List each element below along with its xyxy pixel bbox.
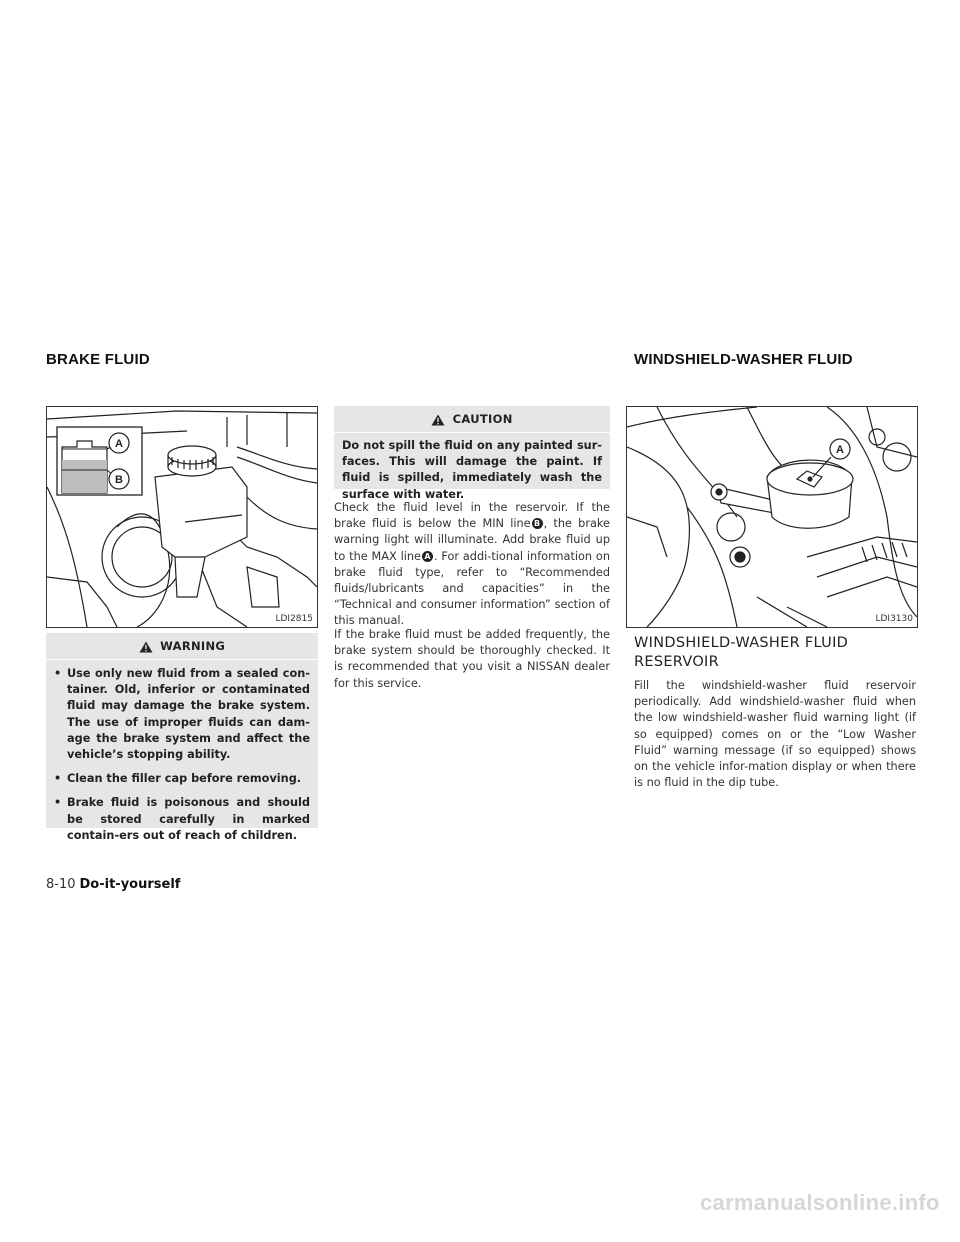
caution-text: Do not spill the fluid on any painted sur-faces. This will damage the paint. If fluid is spilled, immediately wash the surface with water. xyxy=(342,439,602,501)
paragraph-text: . For addi-tional information on brake fluid type, refer to “Recommended fluids/lubricants and capacities” in the “Technical and consumer information” section of this manual. xyxy=(334,549,610,628)
callout-a-label: A xyxy=(836,444,844,456)
callout-a-marker: A xyxy=(422,551,433,562)
section-name: Do-it-yourself xyxy=(79,877,181,892)
figure-code: LDI2815 xyxy=(275,614,313,624)
warning-item: • Brake fluid is poisonous and should be stored carefully in marked contain-ers out of reach of children. xyxy=(54,795,310,844)
caution-icon xyxy=(431,414,445,426)
brake-reservoir-illustration xyxy=(46,406,318,628)
warning-header xyxy=(46,633,318,660)
caution-header xyxy=(334,406,610,433)
callout-a-label: A xyxy=(115,438,123,450)
page-footer xyxy=(46,877,180,892)
brake-reservoir-drawing xyxy=(47,407,317,627)
warning-list xyxy=(46,660,318,860)
warning-item: • Clean the filler cap before removing. xyxy=(54,771,310,787)
warning-box xyxy=(46,633,318,842)
paragraph-text: , the brake warning light will illuminate. Add brake fluid up to the MAX line xyxy=(334,517,610,563)
windshield-washer-fluid-heading: WINDSHIELD-WASHER FLUID xyxy=(634,351,853,368)
warning-item: • Use only new fluid from a sealed con-tainer. Old, inferior or contaminated fluid may damage the brake system. The use of improper fluids can dam-age the brake system and affect the vehicle’s stopping ability. xyxy=(54,666,310,763)
warning-title: WARNING xyxy=(160,639,226,653)
watermark: carmanualsonline.info xyxy=(700,1190,940,1215)
washer-reservoir-drawing xyxy=(627,407,917,627)
washer-reservoir-illustration xyxy=(626,406,918,628)
page-number: 8-10 xyxy=(46,877,76,892)
callout-b-label: B xyxy=(115,474,123,486)
washer-reservoir-subheading: WINDSHIELD-WASHER FLUID RESERVOIR xyxy=(634,635,849,670)
caution-box xyxy=(334,406,610,501)
caution-title: CAUTION xyxy=(452,412,513,426)
washer-reservoir-paragraph: Fill the windshield-washer fluid reservoir periodically. Add windshield-washer fluid when the low windshield-washer fluid warning light (if so equipped) comes on or the “Low Washer Fluid” warning message (if so equipped) shows on the vehicle infor-mation display or when there is no fluid in the dip tube. xyxy=(634,679,916,790)
brake-fluid-heading: BRAKE FLUID xyxy=(46,351,150,368)
warning-icon xyxy=(139,641,153,653)
callout-b-marker: B xyxy=(532,518,543,529)
brake-fluid-paragraph-2: If the brake fluid must be added frequently, the brake system should be thoroughly checked. It is recommended that you visit a NISSAN dealer for this service. xyxy=(334,628,610,690)
paragraph-text: Check the fluid level in the reservoir. If the brake fluid is below the MIN line xyxy=(334,501,610,531)
brake-fluid-paragraph-1 xyxy=(334,500,610,630)
figure-code: LDI3130 xyxy=(875,614,913,624)
